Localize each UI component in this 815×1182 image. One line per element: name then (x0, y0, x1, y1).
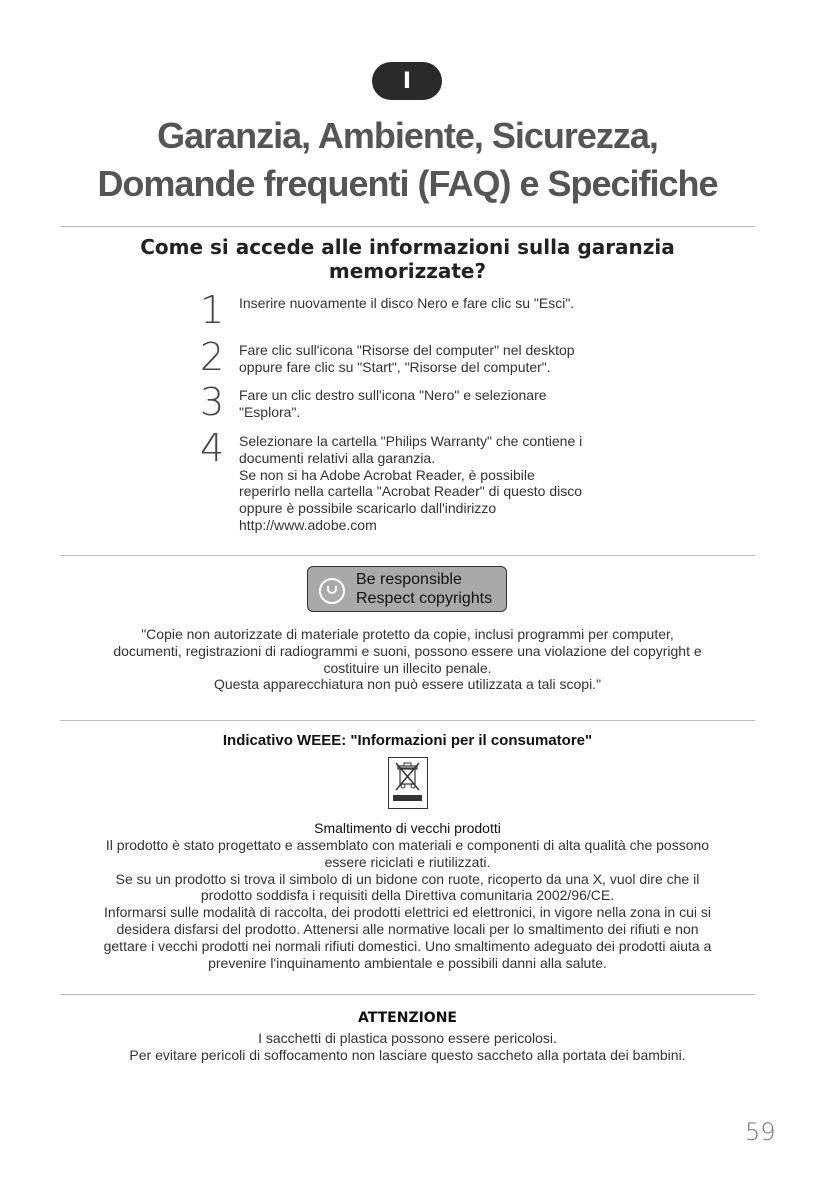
weee-line: desidera disfarsi del prodotto. Attenersi alle normative locali per lo smaltimento dei rifiuti e non (116, 920, 699, 937)
divider (60, 226, 755, 227)
be-responsible-logo (307, 566, 507, 612)
weee-line: Se su un prodotto si trova il simbolo di un bidone con ruote, ricoperto da una X, vuol dire che il (115, 870, 700, 887)
section-badge: I (372, 62, 442, 100)
step-text (239, 387, 624, 421)
attention-line: I sacchetti di plastica possono essere pericolosi. (258, 1030, 557, 1046)
weee-line: Informarsi sulle modalità di raccolta, dei prodotti elettrici ed elettronici, in vigore nella zona in cui si (104, 904, 711, 921)
weee-text (60, 837, 755, 971)
step-text-line: Inserire nuovamente il disco Nero e fare clic su "Esci". (239, 295, 575, 311)
weee-line: prevenire l'inquinamento ambientale e possibili danni alla salute. (208, 954, 607, 971)
step-number: 1 (200, 288, 225, 332)
step-text-line: http://www.adobe.com (239, 516, 377, 533)
warranty-heading-line-2: memorizzate? (328, 259, 487, 283)
step-text-line: documenti relativi alla garanzia. (239, 449, 436, 466)
step-number: 2 (200, 335, 225, 379)
copyright-line: documenti, registrazioni di radiogrammi e suoni, possono essere una violazione del copyright e (113, 642, 702, 659)
weee-line: Il prodotto è stato progettato e assemblato con materiali e componenti di alta qualità che possono (105, 837, 710, 853)
step-text-line: "Esplora". (239, 403, 301, 420)
step-number: 4 (200, 426, 225, 470)
page-number: 59 (745, 1118, 776, 1146)
warranty-heading (60, 235, 755, 283)
step-text-line: Fare un clic destro sull'icona "Nero" e selezionare (239, 387, 547, 403)
copyright-line: costituire un illecito penale. (323, 659, 492, 676)
step-text-line: reperirlo nella cartella "Acrobat Reader" di questo disco (239, 483, 583, 500)
warranty-heading-line-1: Come si accede alle informazioni sulla garanzia (140, 235, 675, 259)
step-text-line: Selezionare la cartella "Philips Warranty" che contiene i (239, 433, 583, 449)
attention-text (60, 1030, 755, 1064)
step-text-line: Se non si ha Adobe Acrobat Reader, è possibile (239, 466, 535, 483)
step-text-line: Fare clic sull'icona "Risorse del computer" nel desktop (239, 342, 575, 358)
divider (60, 555, 755, 556)
step-text (239, 295, 624, 312)
smile-icon (319, 578, 345, 604)
respect-copyrights-text: Respect copyrights (356, 590, 493, 607)
copyright-line: Questa apparecchiatura non può essere utilizzata a tali scopi." (213, 676, 602, 693)
attention-heading: ATTENZIONE (358, 1010, 457, 1026)
page-title (60, 112, 755, 208)
step-text (239, 342, 624, 376)
page-title-line-1: Garanzia, Ambiente, Sicurezza, (157, 115, 658, 156)
divider (60, 994, 755, 995)
step-text (239, 433, 624, 534)
attention-line: Per evitare pericoli di soffocamento non lasciare questo saccheto alla portata dei bambini. (129, 1046, 686, 1063)
step-number: 3 (200, 380, 225, 424)
weee-line: gettare i vecchi prodotti nei normali rifiuti domestici. Uno smaltimento adeguato dei prodotti aiuta a (103, 937, 712, 954)
disposal-subheading: Smaltimento di vecchi prodotti (314, 820, 501, 836)
weee-heading: Indicativo WEEE: "Informazioni per il consumatore" (222, 732, 593, 749)
copyright-notice (60, 626, 755, 693)
copyright-line: "Copie non autorizzate di materiale protetto da copie, inclusi programmi per computer, (141, 626, 674, 642)
step-text-line: oppure è possibile scaricarlo dall'indirizzo (239, 500, 497, 517)
be-responsible-text: Be responsible (356, 571, 462, 588)
divider (60, 720, 755, 721)
weee-line: prodotto soddisfa i requisiti della Direttiva comunitaria 2002/96/CE. (200, 887, 615, 904)
page-title-line-2: Domande frequenti (FAQ) e Specifiche (97, 163, 718, 204)
weee-bin-icon (388, 757, 428, 809)
step-text-line: oppure fare clic su "Start", "Risorse del computer". (239, 358, 551, 375)
weee-line: essere riciclati e riutilizzati. (324, 853, 491, 870)
